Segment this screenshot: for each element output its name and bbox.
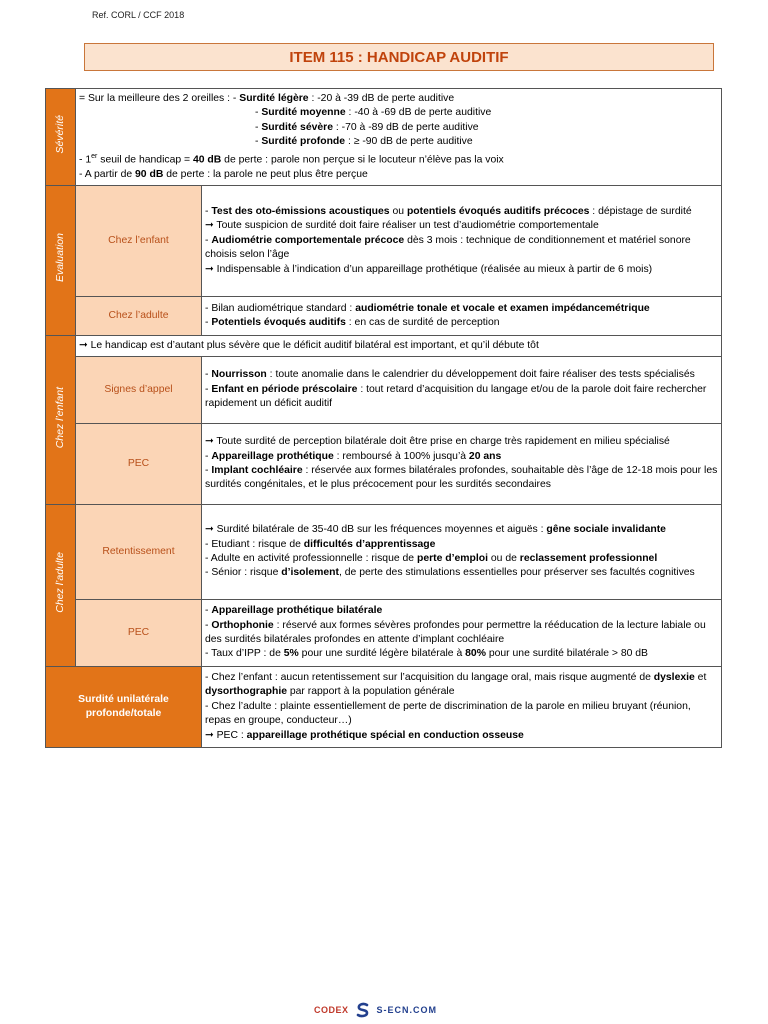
adulte-retentissement-label: Retentissement — [76, 505, 202, 600]
enfant-note: ➞ Le handicap est d’autant plus sévère que le déficit auditif bilatéral est important, et qu’il débute tôt — [76, 336, 722, 357]
row-evaluation-adulte — [46, 297, 722, 336]
row-adulte-retentissement — [46, 505, 722, 600]
adulte-retentissement-content: ➞ Surdité bilatérale de 35-40 dB sur les fréquences moyennes et aiguës : gêne sociale invalidante - Etudiant : risque de difficultés d’apprentissage - Adulte en activité professionnelle : risque de perte d’emploi ou de reclassement professionnel - Sénior : risque d’isolement, de perte des stimulations essentielles pour préserver ses facultés cognitives — [202, 505, 722, 600]
row-evaluation-enfant — [46, 186, 722, 297]
section-adulte: Chez l’adulte — [46, 505, 76, 667]
reference-label: Ref. CORL / CCF 2018 — [92, 10, 185, 20]
page-title: ITEM 115 : HANDICAP AUDITIF — [84, 43, 714, 71]
content-table — [45, 88, 722, 748]
evaluation-enfant-content: - Test des oto-émissions acoustiques ou potentiels évoqués auditifs précoces : dépistage de surdité ➞ Toute suspicion de surdité doit faire réaliser un test d’audiométrie comportementale - Audiométrie comportementale précoce dès 3 mois : technique de conditionnement et matériel sonore choisis selon l’âge ➞ Indispensable à l’indication d’un appareillage prothétique (réalisée au mieux à partir de 6 mois) — [202, 186, 722, 297]
row-enfant-signes — [46, 357, 722, 424]
enfant-pec-content: ➞ Toute surdité de perception bilatérale doit être prise en charge très rapidement en milieu spécialisé - Appareillage prothétique : remboursé à 100% jusqu’à 20 ans - Implant cochléaire : réservée aux formes bilatérales profondes, souhaitable dès l’âge de 12-18 mois pour les surdités congénitales, et le plus précocement pour les surdités secondaires — [202, 424, 722, 505]
enfant-signes-label: Signes d’appel — [76, 357, 202, 424]
section-unilaterale: Surdité unilatérale profonde/totale — [46, 667, 202, 748]
unilaterale-content: - Chez l’enfant : aucun retentissement sur l’acquisition du langage oral, mais risque augmenté de dyslexie et dysorthographie par rapport à la population générale - Chez l’adulte : plainte essentiellement de perte de discrimination de la parole en milieu bruyant (réunion, repas en groupe, conducteur…) ➞ PEC : appareillage prothétique spécial en conduction osseuse — [202, 667, 722, 748]
adulte-pec-label: PEC — [76, 600, 202, 667]
evaluation-adulte-content: - Bilan audiométrique standard : audiométrie tonale et vocale et examen impédancemétrique - Potentiels évoqués auditifs : en cas de surdité de perception — [202, 297, 722, 336]
evaluation-adulte-label: Chez l’adulte — [76, 297, 202, 336]
evaluation-enfant-label: Chez l’enfant — [76, 186, 202, 297]
section-severite: Sévérité — [46, 89, 76, 186]
footer-logo — [314, 1002, 437, 1018]
enfant-pec-label: PEC — [76, 424, 202, 505]
row-enfant-note — [46, 336, 722, 357]
s-logo-icon — [355, 1002, 371, 1018]
section-enfant: Chez l’enfant — [46, 336, 76, 505]
row-severite — [46, 89, 722, 186]
site-name: S-ECN.COM — [376, 1005, 438, 1015]
section-evaluation: Evaluation — [46, 186, 76, 336]
row-unilaterale — [46, 667, 722, 748]
severite-content: = Sur la meilleure des 2 oreilles : - Surdité légère : -20 à -39 dB de perte auditive - Surdité moyenne : -40 à -69 dB de perte auditive - Surdité sévère : -70 à -89 dB de perte auditive - Surdité profonde : ≥ -90 dB de perte auditive - 1er seuil de handicap = 40 dB de perte : parole non perçue si le locuteur n’élève pas la voix - A partir de 90 dB de perte : la parole ne peut plus être perçue — [76, 89, 722, 186]
row-adulte-pec — [46, 600, 722, 667]
enfant-signes-content: - Nourrisson : toute anomalie dans le calendrier du développement doit faire réaliser des tests spécialisés - Enfant en période préscolaire : tout retard d’acquisition du langage et/ou de la parole doit faire rechercher rapidement un déficit auditif — [202, 357, 722, 424]
row-enfant-pec — [46, 424, 722, 505]
adulte-pec-content: - Appareillage prothétique bilatérale - Orthophonie : réservé aux formes sévères profondes pour permettre la rééducation de la lecture labiale ou des surdités bilatérales profondes en attente d’implant cochléaire - Taux d’IPP : de 5% pour une surdité légère bilatérale à 80% pour une surdité bilatérale > 80 dB — [202, 600, 722, 667]
codex-brand: CODEX — [314, 1005, 349, 1015]
